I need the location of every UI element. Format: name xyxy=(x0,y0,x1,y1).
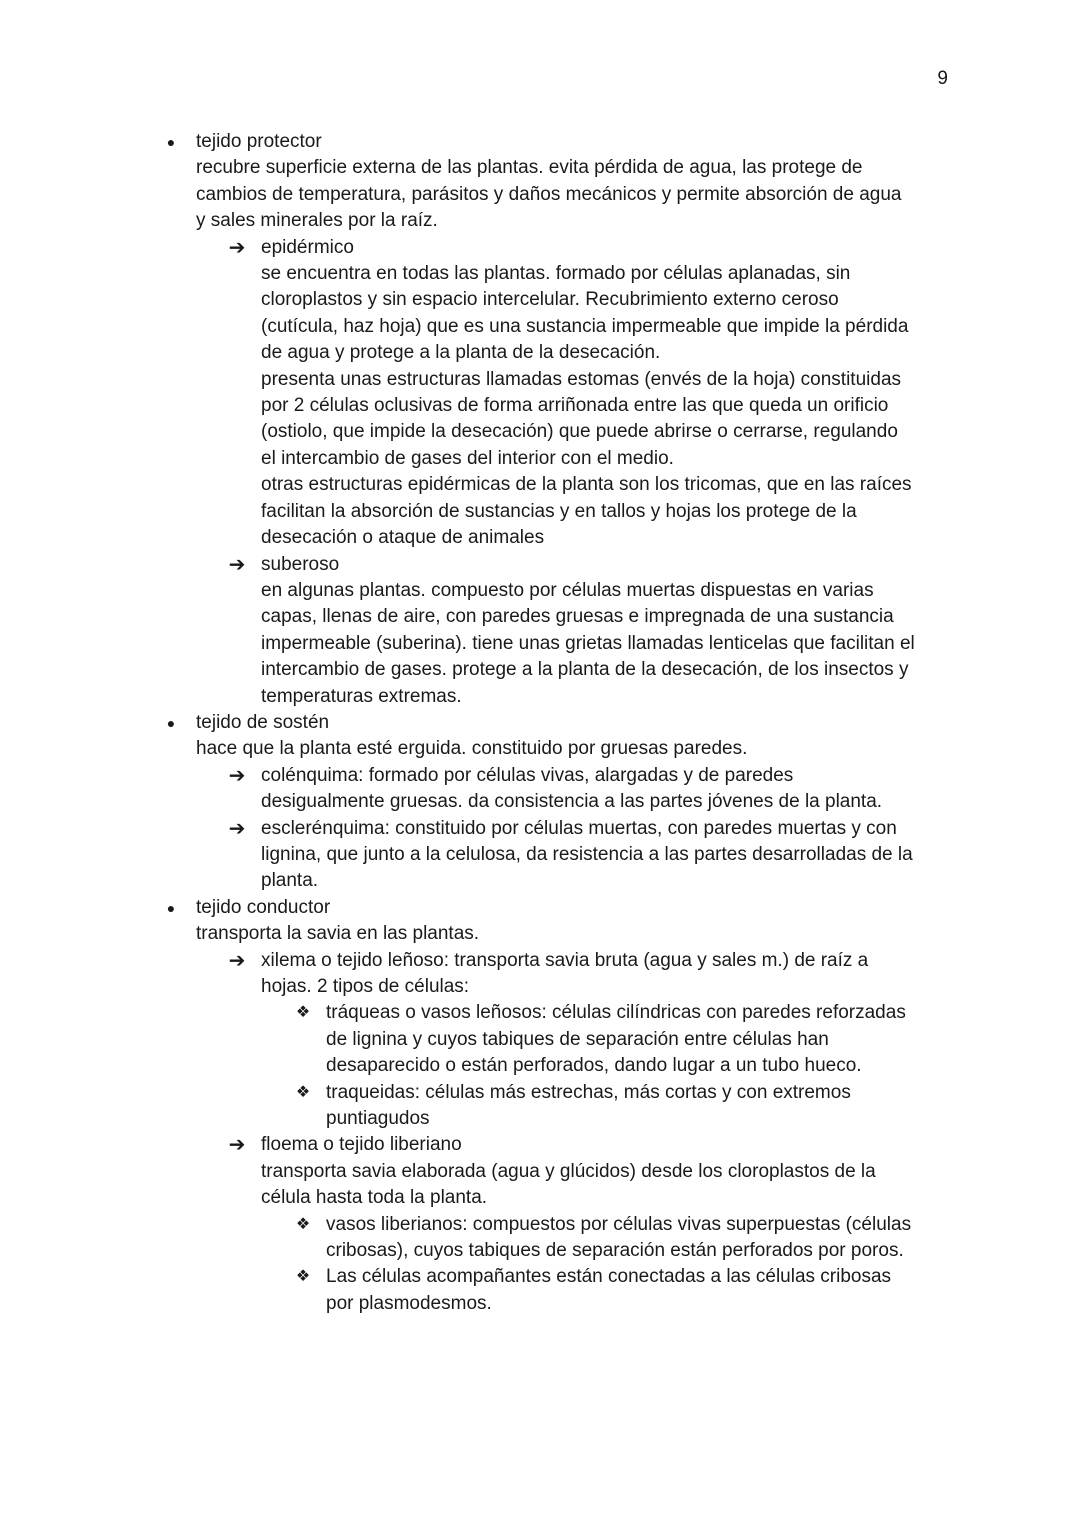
subitem-floema xyxy=(0,1132,1080,1211)
text-line: en algunas plantas. compuesto por células muertas dispuestas en varias xyxy=(261,579,874,601)
text-line: desigualmente gruesas. da consistencia a las partes jóvenes de la planta. xyxy=(261,791,883,813)
subitem-epidermico xyxy=(0,235,1080,552)
subsubitem-celulas-acompanantes xyxy=(0,1264,1080,1317)
text-line: intercambio de gases. protege a la planta de la desecación, de los insectos y xyxy=(261,659,909,681)
subsubitem-traqueas xyxy=(0,1000,1080,1079)
text-line: esclerénquima: constituido por células muertas, con paredes muertas y con xyxy=(261,817,897,839)
section-tejido-conductor xyxy=(0,895,1080,948)
arrow-right-icon: ➔ xyxy=(228,817,246,840)
bullet-dot-icon: ● xyxy=(166,714,176,731)
text-line: y sales minerales por la raíz. xyxy=(196,210,438,232)
text-line: otras estructuras epidérmicas de la planta son los tricomas, que en las raíces xyxy=(261,474,912,496)
arrow-right-icon: ➔ xyxy=(228,236,246,259)
text-line: cloroplastos y sin espacio intercelular. Recubrimiento externo ceroso xyxy=(261,289,839,311)
text-line: facilitan la absorción de sustancias y en tallos y hojas los protege de la xyxy=(261,500,857,522)
text-line: planta. xyxy=(261,870,319,892)
text-line: vasos liberianos: compuestos por células vivas superpuestas (células xyxy=(326,1213,912,1235)
subitem-xilema xyxy=(0,948,1080,1001)
text-line: desecación o ataque de animales xyxy=(261,527,545,549)
text-line: de lignina y cuyos tabiques de separación entre células han xyxy=(326,1028,829,1050)
section-title: tejido de sostén xyxy=(196,711,330,733)
text-line: xilema o tejido leñoso: transporta savia bruta (agua y sales m.) de raíz a xyxy=(261,949,869,971)
text-line: cribosas), cuyos tabiques de separación están perforados por poros. xyxy=(326,1240,904,1262)
arrow-right-icon: ➔ xyxy=(228,949,246,972)
text-line: colénquima: formado por células vivas, alargadas y de paredes xyxy=(261,764,794,786)
text-line: por 2 células oclusivas de forma arriñonada entre las que queda un orificio xyxy=(261,395,889,417)
bullet-dot-icon: ● xyxy=(166,134,176,150)
subitem-colenquima xyxy=(0,763,1080,816)
subitem-title: floema o tejido liberiano xyxy=(261,1134,462,1156)
arrow-right-icon: ➔ xyxy=(228,764,246,787)
arrow-right-icon: ➔ xyxy=(228,553,246,576)
text-line: puntiagudos xyxy=(326,1108,430,1130)
section-title: tejido conductor xyxy=(196,896,331,918)
diamond-bullet-icon: ❖ xyxy=(295,1083,311,1101)
section-tejido-de-sosten xyxy=(0,710,1080,763)
text-line: desaparecido o están perforados, dando lugar a un tubo hueco. xyxy=(326,1055,862,1077)
text-line: se encuentra en todas las plantas. formado por células aplanadas, sin xyxy=(261,263,851,285)
text-line: traqueidas: células más estrechas, más cortas y con extremos xyxy=(326,1081,851,1103)
text-line: transporta savia elaborada (agua y glúcidos) desde los cloroplastos de la xyxy=(261,1160,876,1182)
text-line: presenta unas estructuras llamadas estomas (envés de la hoja) constituidas xyxy=(261,368,902,390)
diamond-bullet-icon: ❖ xyxy=(295,1268,311,1286)
text-line: tráqueas o vasos leñosos: células cilíndricas con paredes reforzadas xyxy=(326,1002,906,1024)
text-line: transporta la savia en las plantas. xyxy=(196,923,480,945)
text-line: cambios de temperatura, parásitos y daños mecánicos y permite absorción de agua xyxy=(196,183,902,205)
subitem-suberoso xyxy=(0,552,1080,710)
subitem-title: epidérmico xyxy=(261,236,354,258)
diamond-bullet-icon: ❖ xyxy=(295,1004,311,1022)
page-number: 9 xyxy=(937,68,948,89)
arrow-right-icon: ➔ xyxy=(228,1134,246,1157)
text-line: impermeable (suberina). tiene unas grietas llamadas lenticelas que facilitan el xyxy=(261,632,915,654)
section-tejido-protector xyxy=(0,129,1080,235)
subitem-title: suberoso xyxy=(261,553,340,575)
text-line: el intercambio de gases del interior con el medio. xyxy=(261,447,674,469)
text-line: recubre superficie externa de las plantas. evita pérdida de agua, las protege de xyxy=(196,157,863,179)
subsubitem-vasos-liberianos xyxy=(0,1212,1080,1265)
text-line: lignina, que junto a la celulosa, da resistencia a las partes desarrolladas de la xyxy=(261,843,913,865)
text-line: célula hasta toda la planta. xyxy=(261,1187,488,1209)
document-body xyxy=(0,129,1080,1317)
text-line: hace que la planta esté erguida. constituido por gruesas paredes. xyxy=(196,738,748,760)
section-title: tejido protector xyxy=(196,131,322,152)
subsubitem-traqueidas xyxy=(0,1080,1080,1133)
text-line: (cutícula, haz hoja) que es una sustancia impermeable que impide la pérdida xyxy=(261,315,909,337)
text-line: temperaturas extremas. xyxy=(261,685,462,707)
text-line: capas, llenas de aire, con paredes gruesas e impregnada de una sustancia xyxy=(261,606,894,628)
text-line: de agua y protege a la planta de la desecación. xyxy=(261,342,661,364)
text-line: por plasmodesmos. xyxy=(326,1292,492,1314)
diamond-bullet-icon: ❖ xyxy=(295,1215,311,1233)
bullet-dot-icon: ● xyxy=(166,899,176,916)
subitem-esclerenquima xyxy=(0,816,1080,895)
text-line: (ostiolo, que impide la desecación) que puede abrirse o cerrarse, regulando xyxy=(261,421,898,443)
text-line: hojas. 2 tipos de células: xyxy=(261,976,470,997)
text-line: Las células acompañantes están conectadas a las células cribosas xyxy=(326,1266,892,1288)
